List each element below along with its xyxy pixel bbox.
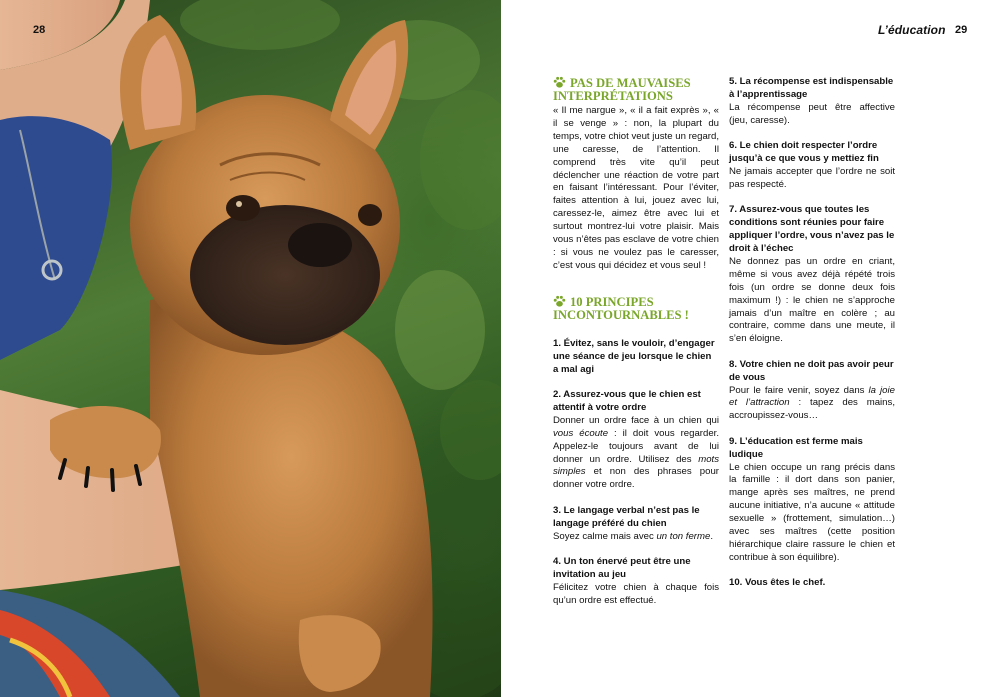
principle-text: Félicitez votre chien à chaque fois qu’un ordre est effectué.: [553, 581, 719, 606]
section-heading-line2: INTERPRÉTATIONS: [553, 89, 673, 103]
page-number-right: 29: [955, 24, 968, 36]
paw-icon: [553, 295, 566, 308]
principle-title: 5. La récompense est indispensable à l’apprentissage: [729, 76, 894, 100]
principle-item: [553, 505, 719, 544]
section-heading-line1: PAS DE MAUVAISES: [570, 76, 691, 90]
section-heading-interpretations: [553, 76, 719, 103]
principle-title: 9. L’éducation est ferme mais ludique: [729, 435, 863, 460]
principle-title: 2. Assurez-vous que le chien est attentif à votre ordre: [553, 389, 701, 413]
principle-text: Donner un ordre face à un chien qui vous écoute : il doit vous regarder. Appelez-le toujours avant de lui donner un ordre. Utilisez des mots simples et non des phrases pour donner votre ordre.: [553, 414, 719, 491]
principle-text: Ne jamais accepter que l’ordre ne soit pas respecté.: [729, 165, 895, 190]
section-paragraph: « Il me nargue », « il a fait exprès », « il se venge » : non, la plupart du temps, votre chiot veut juste un regard, une caresse, de l’attention. Il comprend très vite qu’il peut déclencher une réaction de votre part en faisant l’intéressant. Pour l’éviter, faites attention à lui, jouez avec lui, caressez-le, aimez être avec lui et surtout montrez-lui votre plaisir. Mais vous n’êtes pas esclave de votre chien : si vous ne voulez pas le caresser, c’est vous qui décidez et vous seul !: [553, 105, 719, 271]
principle-title: 8. Votre chien ne doit pas avoir peur de vous: [729, 358, 894, 383]
principle-title: 7. Assurez-vous que toutes les conditions sont réunies pour faire appliquer l’ordre, vous n’avez pas le droit à l’échec: [729, 204, 895, 254]
principle-text: Le chien occupe un rang précis dans la famille : il dort dans son panier, mange après ses maîtres, ne prend aucune initiative, n’a aucune « attitude sexuelle » (frottement, simulation…) avec ses maîtres (cette position hiérarchique claire rassure le chien et contribue à son équilibre).: [729, 461, 895, 563]
principle-text: La récompense peut être affective (jeu, caresse).: [729, 101, 895, 126]
principle-text: Pour le faire venir, soyez dans la joie et l’attraction : tapez des mains, accroupissez-vous…: [729, 384, 895, 422]
principle-title: 3. Le langage verbal n’est pas le langage préféré du chien: [553, 504, 700, 529]
principle-text: Ne donnez pas un ordre en criant, même si vous avez déjà répété trois fois (un ordre se donne deux fois maximum !) : le chien ne s’approche jamais d’un maître en colère ; au contraire, comme dans une meute, il s’en éloigne.: [729, 255, 895, 345]
principle-item: [553, 389, 719, 492]
page-number-left: 28: [33, 24, 46, 36]
principle-item: [729, 359, 895, 424]
running-head: L’éducation: [878, 23, 946, 37]
principle-item: [553, 338, 719, 377]
text-column-left: [553, 76, 719, 620]
principle-text: Soyez calme mais avec un ton ferme.: [553, 530, 713, 542]
principle-title: 6. Le chien doit respecter l’ordre jusqu’à ce que vous y mettiez fin: [729, 140, 879, 165]
principle-item: [729, 577, 895, 590]
principle-item: [729, 76, 895, 128]
section-heading-line2: INCONTOURNABLES !: [553, 307, 689, 322]
principle-title: 4. Un ton énervé peut être une invitation au jeu: [553, 555, 691, 580]
principle-item: [729, 436, 895, 565]
section-heading-principles: [553, 295, 719, 322]
principle-item: [553, 556, 719, 608]
principle-item: [729, 140, 895, 192]
principle-title: 10. Vous êtes le chef.: [729, 577, 826, 589]
principle-item: [729, 204, 895, 346]
text-column-right: [729, 76, 895, 603]
section-heading-line1: 10 PRINCIPES: [570, 294, 654, 309]
principle-title: 1. Évitez, sans le vouloir, d’engager une séance de jeu lorsque le chien a mal agi: [553, 337, 715, 375]
right-page: [501, 0, 1000, 697]
paw-icon: [553, 76, 566, 89]
